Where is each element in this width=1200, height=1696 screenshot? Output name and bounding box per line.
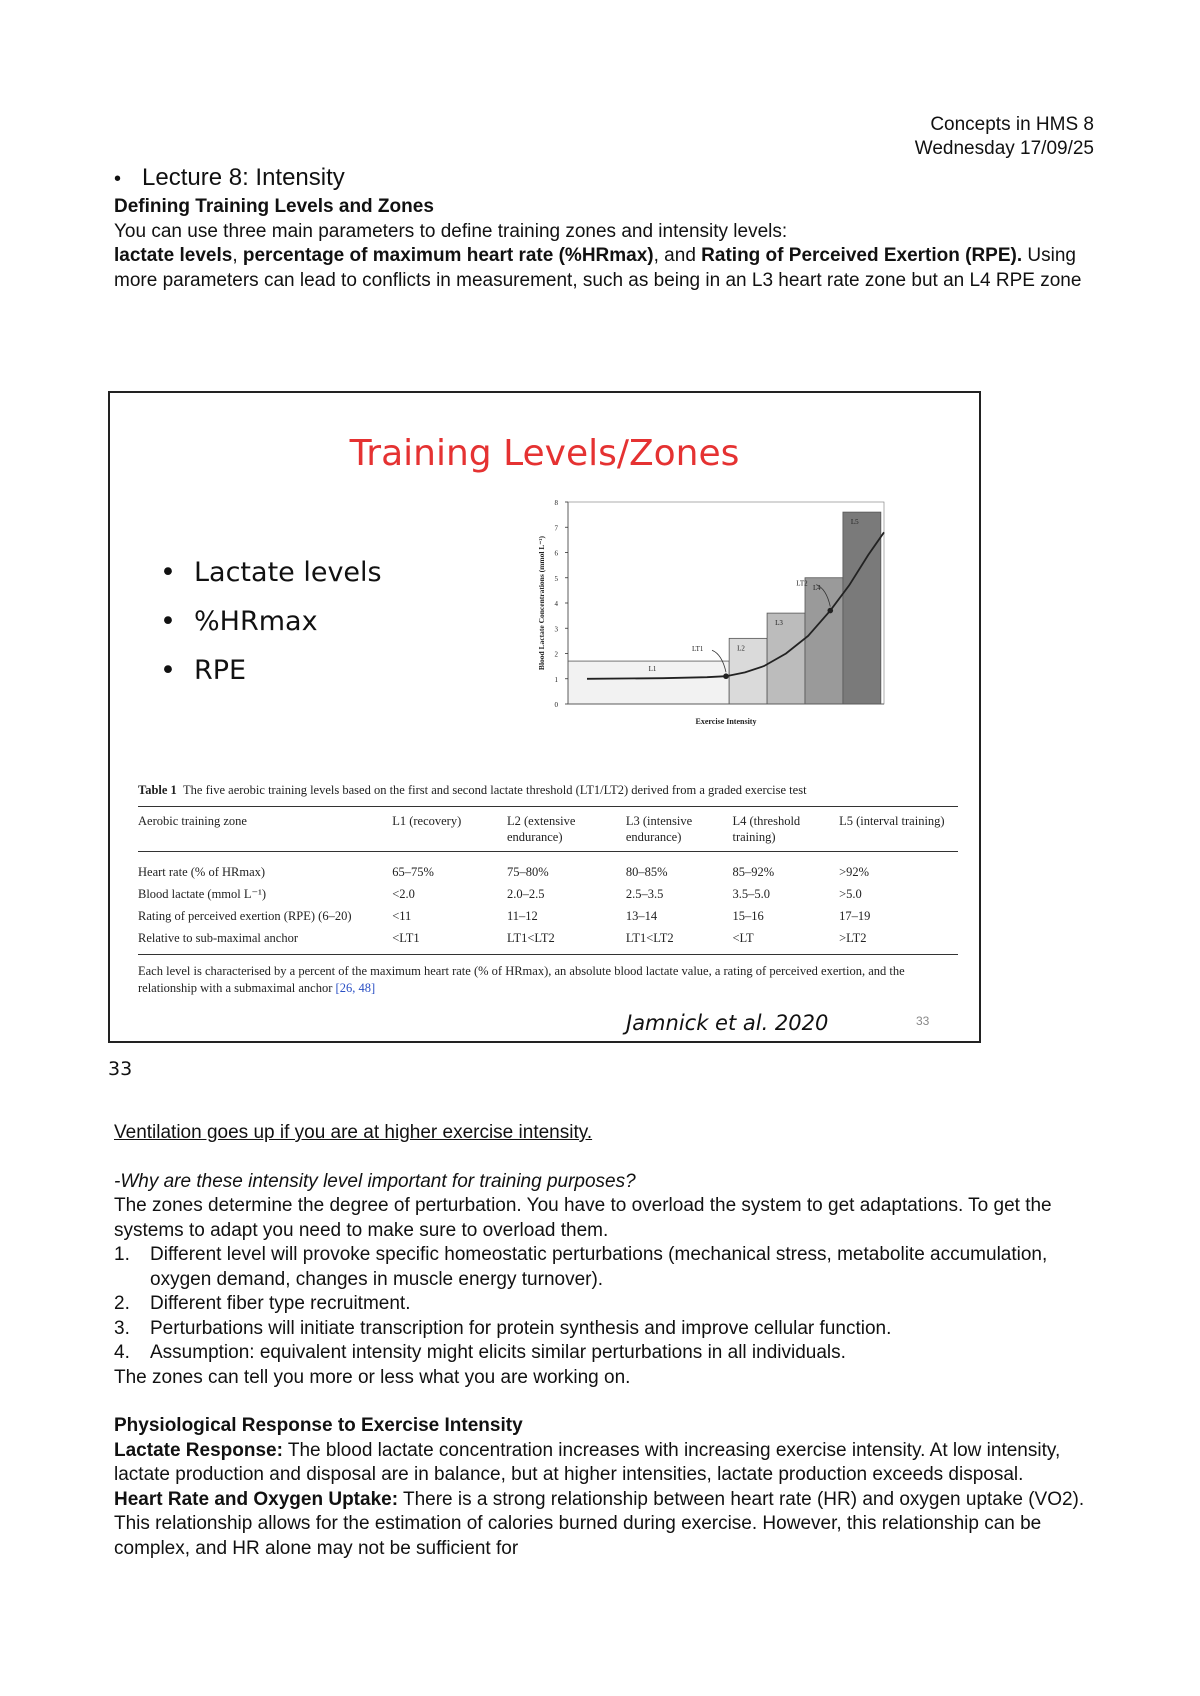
bar-label: L1 <box>648 665 657 674</box>
y-tick-label: 1 <box>554 675 558 684</box>
table-row <box>138 852 958 884</box>
y-tick-label: 4 <box>554 600 558 608</box>
lecture-title <box>114 163 345 194</box>
table-cell: Rating of perceived exertion (RPE) (6–20) <box>138 909 352 923</box>
table-cell: 15–16 <box>732 909 764 923</box>
term-hrmax: percentage of maximum heart rate (%HRmax) <box>242 245 654 266</box>
y-tick-label: 6 <box>554 549 558 558</box>
table-cell: >5.0 <box>839 887 862 901</box>
table-cell: 75–80% <box>506 865 549 879</box>
y-tick-label: 7 <box>554 524 558 533</box>
threshold-label: LT1 <box>692 645 704 654</box>
threshold-marker <box>827 608 833 614</box>
table-cell: Relative to sub-maximal anchor <box>138 931 299 945</box>
intro-paragraph: lactate levels, percentage of maximum heart rate (%HRmax), and Rating of Perceived Exertion (RPE). Using more parameters can lead to conflicts in measurement, such as being in an L3 heart rate zone but an L4 RPE zone <box>114 245 1082 291</box>
threshold-label: LT2 <box>796 579 808 588</box>
term-lactate: lactate levels <box>114 245 233 266</box>
list-item: 4. Assumption: equivalent intensity might elicits similar perturbations in all individuals. <box>114 1342 846 1363</box>
table-cell: 11–12 <box>506 909 538 923</box>
chart-bar <box>805 578 843 704</box>
slide-bullet: • RPE <box>160 646 382 695</box>
numbered-list <box>114 1243 1104 1366</box>
paragraph-heart-rate: Heart Rate and Oxygen Uptake: There is a strong relationship between heart rate (HR) and oxygen uptake (VO2). This relationship allows for the estimation of calories burned during exercise. However, this relationship can be complex, and HR alone may not be sufficient for <box>114 1488 1085 1559</box>
paragraph-lactate: Lactate Response: The blood lactate concentration increases with increasing exercise intensity. At low intensity, lactate production and disposal are in balance, but at higher intensities, lactate production exceeds disposal. <box>114 1439 1061 1485</box>
threshold-marker <box>723 673 729 679</box>
intro-line: You can use three main parameters to define training zones and intensity levels: <box>114 220 788 242</box>
table-cell: 17–19 <box>839 909 871 923</box>
bullet-icon: • <box>114 168 122 190</box>
y-tick-label: 8 <box>554 499 558 507</box>
bar-label: L3 <box>775 619 783 628</box>
training-zones-table-block <box>138 783 958 997</box>
table-cell: >LT2 <box>839 931 867 945</box>
slide-number: 33 <box>108 1058 133 1080</box>
question-line: -Why are these intensity level important for training purposes? <box>114 1170 636 1192</box>
table-cell: 80–85% <box>625 865 668 879</box>
y-tick-label: 0 <box>554 701 558 709</box>
slide-citation: Jamnick et al. 2020 <box>626 1011 829 1035</box>
chart-bar <box>843 512 881 704</box>
table-cell: 85–92% <box>732 865 775 879</box>
table-cell: <LT1 <box>392 931 420 945</box>
section-heading: Physiological Response to Exercise Intensity <box>114 1415 523 1436</box>
lecture-date: Wednesday 17/09/25 <box>914 138 1094 159</box>
table-cell: Heart rate (% of HRmax) <box>138 865 266 879</box>
term-rpe: Rating of Perceived Exertion (RPE). <box>701 245 1023 266</box>
ventilation-note: Ventilation goes up if you are at higher exercise intensity. <box>114 1122 593 1143</box>
lecture-title-text: Lecture 8: Intensity <box>142 164 345 191</box>
table-cell: <2.0 <box>392 887 415 901</box>
paragraph: The zones determine the degree of perturbation. You have to overload the system to get adaptations. To get the systems to adapt you need to make sure to overload them. <box>114 1195 1052 1241</box>
table-row <box>138 927 958 955</box>
table-cell: 2.0–2.5 <box>506 887 545 901</box>
x-axis-label: Exercise Intensity <box>695 717 757 726</box>
bar-label: L4 <box>813 583 821 592</box>
y-tick-label: 2 <box>554 650 558 659</box>
bar-label: L5 <box>850 518 859 527</box>
table-row <box>138 883 958 905</box>
list-item: 2. Different fiber type recruitment. <box>114 1293 411 1314</box>
table-header: L4 (threshold training) <box>732 814 801 844</box>
y-tick-label: 3 <box>554 625 558 634</box>
table-row <box>138 905 958 927</box>
course-name: Concepts in HMS 8 <box>930 114 1094 135</box>
table-cell: 65–75% <box>392 865 434 879</box>
table-cell: <LT <box>732 931 754 945</box>
table-cell: LT1<LT2 <box>625 931 674 945</box>
reference-link[interactable]: [26, 48] <box>335 981 376 995</box>
table-cell: LT1<LT2 <box>506 931 555 945</box>
table-cell: 13–14 <box>625 909 658 923</box>
table-header: L1 (recovery) <box>392 814 462 828</box>
lactate-chart <box>530 498 950 733</box>
list-item: 3. Perturbations will initiate transcription for protein synthesis and improve cellular function. <box>114 1317 892 1339</box>
training-zones-table <box>138 806 958 955</box>
list-item: 1. Different level will provoke specific homeostatic perturbations (mechanical stress, metabolite accumulation, oxygen demand, changes in muscle energy turnover). <box>114 1244 1048 1290</box>
table-cell: Blood lactate (mmol L⁻¹) <box>138 887 267 901</box>
table-header: L2 (extensive endurance) <box>506 814 576 844</box>
y-tick-label: 5 <box>554 574 558 583</box>
table-footnote: Each level is characterised by a percent of the maximum heart rate (% of HRmax), an absolute blood lactate value, a rating of perceived exertion, and the relationship with a submaximal anchor [26, 48] <box>138 964 905 995</box>
table-header: L3 (intensive endurance) <box>625 814 693 844</box>
section-heading: Defining Training Levels and Zones <box>114 196 434 217</box>
table-header: L5 (interval training) <box>839 814 945 828</box>
bar-label: L2 <box>737 644 745 653</box>
chart-bar <box>767 613 805 704</box>
y-axis-label: Blood Lactate Concentrations (mmol L⁻¹) <box>537 535 546 671</box>
table-cell: 2.5–3.5 <box>625 887 664 901</box>
table-cell: <11 <box>392 909 412 923</box>
slide-title: Training Levels/Zones <box>349 433 740 474</box>
table-cell: >92% <box>839 865 870 879</box>
table-header: Aerobic training zone <box>138 814 247 828</box>
slide-bullet: • Lactate levels <box>160 548 382 597</box>
slide-bullet-list <box>160 548 382 695</box>
table-header-row <box>138 807 958 852</box>
intro-section <box>114 195 1094 293</box>
slide-page-number: 33 <box>916 1014 930 1028</box>
lecture-slide <box>108 391 981 1043</box>
paragraph: The zones can tell you more or less what you are working on. <box>114 1366 631 1388</box>
document-header <box>915 113 1094 161</box>
table-cell: 3.5–5.0 <box>732 887 770 901</box>
slide-bullet: • %HRmax <box>160 597 382 646</box>
notes-body <box>114 1121 1104 1561</box>
table-caption: Table 1 The five aerobic training levels based on the first and second lactate threshold (LT1/LT2) derived from a graded exercise test <box>138 783 807 797</box>
